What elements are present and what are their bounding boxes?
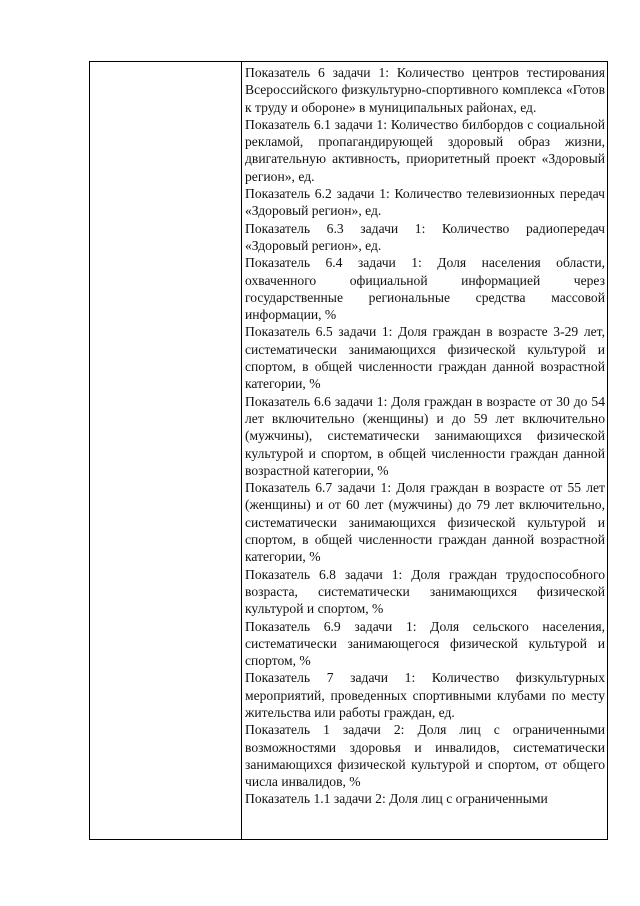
indicator-paragraph: Показатель 6.7 задачи 1: Доля граждан в возрасте от 55 лет (женщины) и от 60 лет (мужчины) до 79 лет включительно, систематически занимающихся физической культурой и спортом, в общей численности граждан данной возрастной категории, % <box>245 480 605 565</box>
table-left-column <box>90 62 242 839</box>
indicator-paragraph: Показатель 6.1 задачи 1: Количество билбордов с социальной рекламой, пропагандирующей здоровый образ жизни, двигательную активность, приоритетный проект «Здоровый регион», ед. <box>245 116 605 184</box>
table-right-column <box>242 62 607 839</box>
indicator-paragraph: Показатель 6.6 задачи 1: Доля граждан в возрасте от 30 до 54 лет включительно (женщины) и до 59 лет включительно (мужчины), систематически занимающихся физической культурой и спортом, в общей численности граждан данной возрастной категории, % <box>245 393 605 478</box>
indicator-paragraph: Показатель 1.1 задачи 2: Доля лиц с ограниченными <box>245 791 548 807</box>
indicators-table <box>89 61 608 840</box>
indicator-paragraph: Показатель 6.4 задачи 1: Доля населения области, охваченного официальной информацией через государственные региональные средства массовой информации, % <box>245 255 605 323</box>
indicator-paragraph: Показатель 6.5 задачи 1: Доля граждан в возрасте 3-29 лет, систематически занимающихся физической культурой и спортом, в общей численности граждан данной возрастной категории, % <box>245 324 605 392</box>
indicator-paragraph: Показатель 7 задачи 1: Количество физкультурных мероприятий, проведенных спортивными клубами по месту жительства или работы граждан, ед. <box>245 670 605 720</box>
indicator-paragraph: Показатель 6.9 задачи 1: Доля сельского населения, систематически занимающегося физической культурой и спортом, % <box>245 618 605 669</box>
indicator-paragraph: Показатель 6.3 задачи 1: Количество радиопередач «Здоровый регион», ед. <box>245 220 605 253</box>
indicator-paragraph: Показатель 6.8 задачи 1: Доля граждан трудоспособного возраста, систематически занимающихся физической культурой и спортом, % <box>245 566 605 617</box>
indicator-paragraph: Показатель 6.2 задачи 1: Количество телевизионных передач «Здоровый регион», ед. <box>245 186 605 219</box>
indicator-paragraph: Показатель 1 задачи 2: Доля лиц с ограниченными возможностями здоровья и инвалидов, систематически занимающихся физической культурой и спортом, от общего числа инвалидов, % <box>245 722 605 790</box>
indicator-paragraph: Показатель 6 задачи 1: Количество центров тестирования Всероссийского физкультурно-спортивного комплекса «Готов к труду и обороне» в муниципальных районах, ед. <box>245 65 605 115</box>
